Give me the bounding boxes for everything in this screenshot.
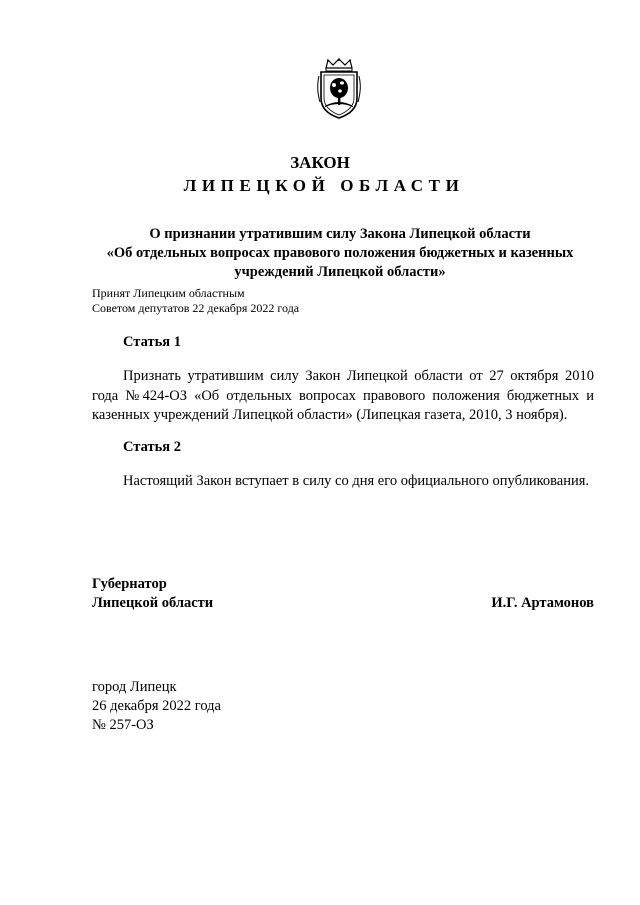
subject-line: О признании утратившим силу Закона Липецкой области bbox=[149, 226, 531, 242]
article-2-heading: Статья 2 bbox=[123, 439, 181, 455]
article-1-text: Признать утратившим силу Закон Липецкой области от 27 октября 2010 года №424-ОЗ «Об отдельных вопросах правового положения бюджетных и казенных учреждений Липецкой области» (Липецкая газета, 2010, 3 ноября). bbox=[92, 368, 594, 423]
law-region: ЛИПЕЦКОЙ ОБЛАСТИ bbox=[183, 176, 465, 195]
subject-line: учреждений Липецкой области» bbox=[234, 264, 446, 280]
adoption-line: Советом депутатов 22 декабря 2022 года bbox=[92, 301, 300, 315]
position-line: Липецкой области bbox=[92, 595, 214, 611]
signatory-name: И.Г. Артамонов bbox=[491, 595, 594, 611]
adoption-line: Принят Липецким областным bbox=[92, 286, 245, 300]
signatory-position bbox=[92, 575, 213, 613]
lipetsk-coat-of-arms-icon bbox=[314, 58, 364, 120]
article-1-heading: Статья 1 bbox=[123, 334, 181, 350]
footer-number: № 257-ОЗ bbox=[92, 717, 154, 733]
subject-line: «Об отдельных вопросах правового положения бюджетных и казенных bbox=[106, 245, 574, 261]
law-title: ЗАКОН bbox=[290, 153, 350, 172]
adoption-note bbox=[92, 286, 299, 316]
position-line: Губернатор bbox=[92, 576, 167, 592]
document-footer bbox=[92, 678, 221, 735]
law-subject bbox=[70, 225, 610, 282]
footer-city: город Липецк bbox=[92, 679, 177, 695]
footer-date: 26 декабря 2022 года bbox=[92, 698, 221, 714]
article-2-text: Настоящий Закон вступает в силу со дня его официального опубликования. bbox=[123, 473, 590, 489]
